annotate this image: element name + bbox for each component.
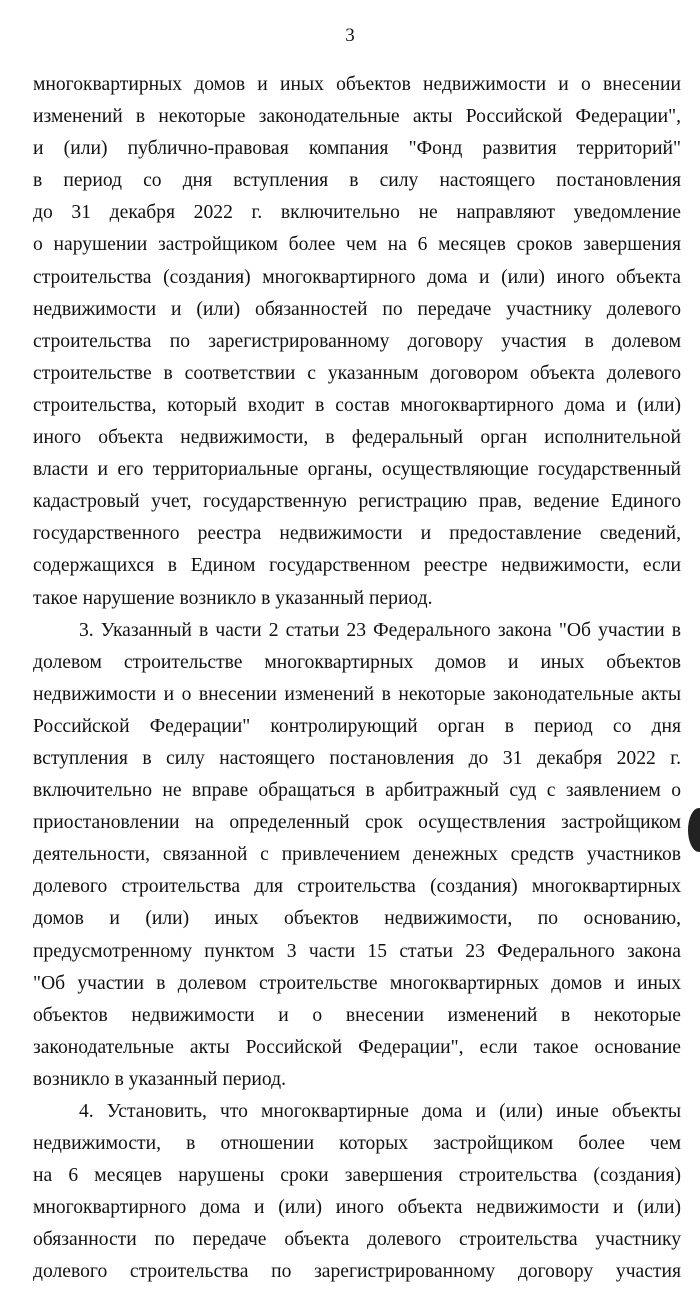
text-line: возникло в указанный период. bbox=[33, 1068, 287, 1090]
text-line: содержащихся в Едином государственном реестре недвижимости, если bbox=[33, 555, 681, 577]
document-body bbox=[33, 69, 681, 1289]
text-line: до 31 декабря 2022 г. включительно не направляют уведомление bbox=[33, 202, 681, 224]
text-line: строительства, который входит в состав многоквартирного дома и (или) bbox=[33, 394, 681, 416]
text-line: обязанности по передаче объекта долевого строительства участнику bbox=[33, 1229, 681, 1251]
text-line: Российской Федерации" контролирующий орган в период со дня bbox=[33, 715, 681, 737]
text-line: предусмотренному пунктом 3 части 15 статьи 23 Федерального закона bbox=[33, 940, 681, 962]
text-line: деятельности, связанной с привлечением денежных средств участников bbox=[33, 844, 681, 866]
paragraph-item-3 bbox=[33, 615, 681, 1096]
text-line: недвижимости и о внесении изменений в некоторые законодательные акты bbox=[33, 683, 681, 705]
text-line: долевого строительства по зарегистрированному договору участия bbox=[33, 1261, 681, 1283]
text-line: многоквартирных домов и иных объектов недвижимости и о внесении bbox=[33, 74, 681, 95]
text-line: объектов недвижимости и о внесении изменений в некоторые bbox=[33, 1004, 681, 1026]
text-line: строительства (создания) многоквартирного дома и (или) иного объекта bbox=[33, 266, 681, 288]
text-line: "Об участии в долевом строительстве многоквартирных домов и иных bbox=[33, 972, 681, 994]
text-line: недвижимости, в отношении которых застройщиком более чем bbox=[33, 1133, 681, 1155]
paragraph-continuation bbox=[33, 69, 681, 615]
text-line: 4. Установить, что многоквартирные дома и (или) иные объекты bbox=[79, 1101, 681, 1122]
text-line: законодательные акты Российской Федерации", если такое основание bbox=[33, 1036, 681, 1058]
page-edge-shadow bbox=[688, 808, 700, 852]
text-line: строительстве в соответствии с указанным договором объекта долевого bbox=[33, 362, 681, 384]
text-line: включительно не вправе обращаться в арбитражный суд с заявлением о bbox=[33, 780, 681, 802]
text-line: изменений в некоторые законодательные акты Российской Федерации", bbox=[33, 106, 681, 128]
text-line: 3. Указанный в части 2 статьи 23 Федерального закона "Об участии в bbox=[79, 619, 681, 641]
text-line: и (или) публично-правовая компания "Фонд развития территорий" bbox=[33, 138, 681, 160]
text-line: недвижимости и (или) обязанностей по передаче участнику долевого bbox=[33, 298, 681, 320]
text-line: в период со дня вступления в силу настоящего постановления bbox=[33, 170, 681, 192]
text-line: приостановлении на определенный срок осуществления застройщиком bbox=[33, 812, 681, 834]
text-line: власти и его территориальные органы, осуществляющие государственный bbox=[33, 459, 681, 481]
text-line: на 6 месяцев нарушены сроки завершения строительства (создания) bbox=[33, 1165, 681, 1187]
text-line: государственного реестра недвижимости и предоставление сведений, bbox=[33, 523, 681, 545]
text-line: многоквартирного дома и (или) иного объекта недвижимости и (или) bbox=[33, 1197, 681, 1219]
text-line: иного объекта недвижимости, в федеральный орган исполнительной bbox=[33, 427, 681, 449]
text-line: строительства по зарегистрированному договору участия в долевом bbox=[33, 330, 681, 352]
text-line: вступления в силу настоящего постановления до 31 декабря 2022 г. bbox=[33, 747, 681, 769]
paragraph-item-4 bbox=[33, 1096, 681, 1289]
text-line: домов и (или) иных объектов недвижимости, по основанию, bbox=[33, 908, 681, 930]
text-line: кадастровый учет, государственную регистрацию прав, ведение Единого bbox=[33, 491, 681, 513]
page-number: 3 bbox=[345, 25, 355, 46]
text-line: о нарушении застройщиком более чем на 6 месяцев сроков завершения bbox=[33, 234, 681, 256]
text-line: долевого строительства для строительства (создания) многоквартирных bbox=[33, 876, 681, 898]
text-line: такое нарушение возникло в указанный период. bbox=[33, 587, 433, 609]
text-line: долевом строительстве многоквартирных домов и иных объектов bbox=[33, 651, 681, 673]
